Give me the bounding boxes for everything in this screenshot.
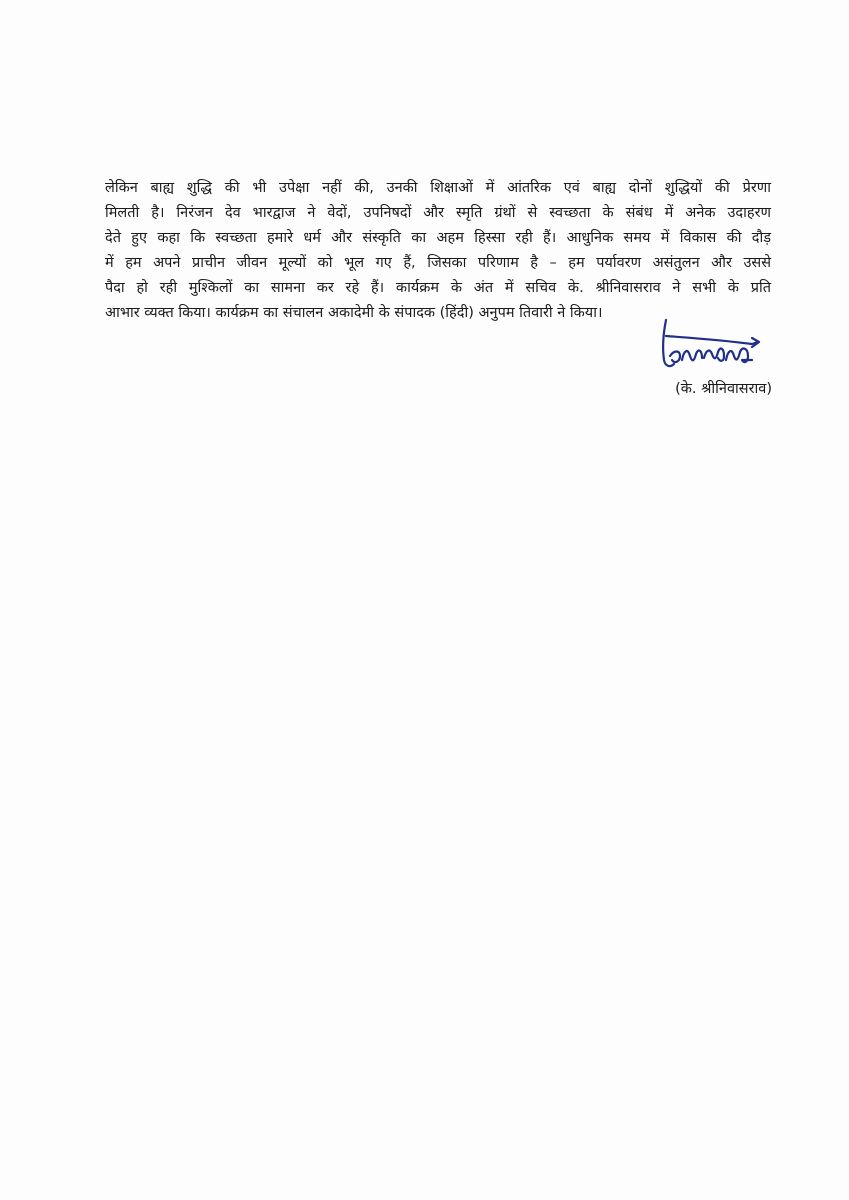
paragraph-line: मिलती है। निरंजन देव भारद्वाज ने वेदों, उपनिषदों और स्मृति ग्रंथों से स्वच्छता के संबंध में अनेक उदाहरण	[105, 205, 771, 221]
paragraph-line: आभार व्यक्त किया। कार्यक्रम का संचालन अकादेमी के संपादक (हिंदी) अनुपम तिवारी ने किया।	[105, 305, 603, 321]
paragraph-line: देते हुए कहा कि स्वच्छता हमारे धर्म और संस्कृति का अहम हिस्सा रही हैं। आधुनिक समय में विकास की दौड़	[105, 230, 771, 246]
body-paragraph	[105, 176, 771, 326]
paragraph-line: लेकिन बाह्य शुद्धि की भी उपेक्षा नहीं की, उनकी शिक्षाओं में आंतरिक एवं बाह्य दोनों शुद्धियों की प्रेरणा	[105, 180, 771, 196]
signatory-name: (के. श्रीनिवासराव)	[675, 381, 772, 397]
handwritten-signature	[652, 316, 772, 376]
paragraph-line: में हम अपने प्राचीन जीवन मूल्यों को भूल गए हैं, जिसका परिणाम है – हम पर्यावरण असंतुलन और उससे	[105, 255, 771, 271]
signature-ink	[652, 316, 772, 376]
paragraph-line: पैदा हो रही मुश्किलों का सामना कर रहे हैं। कार्यक्रम के अंत में सचिव के. श्रीनिवासराव ने सभी के प्रति	[105, 280, 771, 296]
